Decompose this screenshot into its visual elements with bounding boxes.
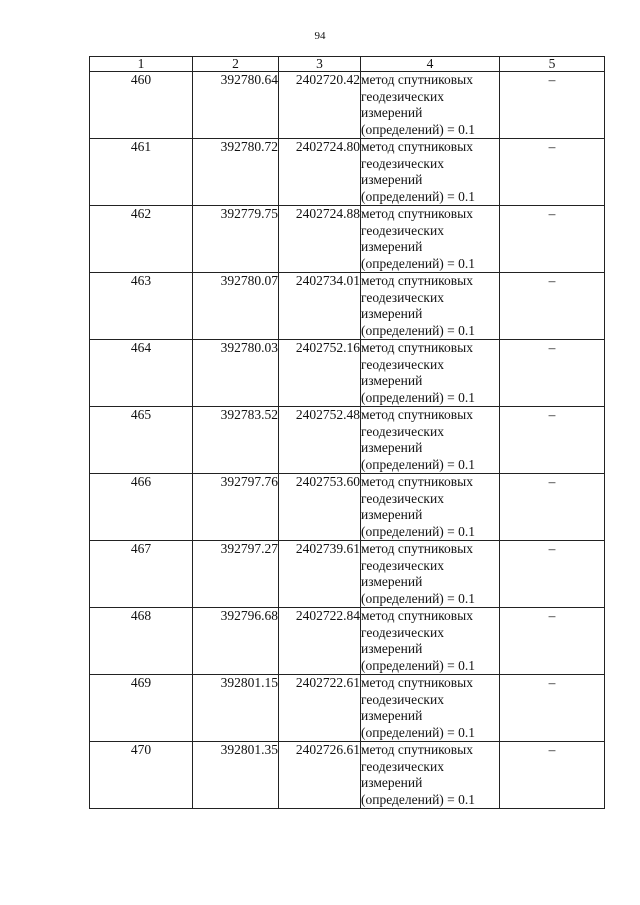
table-row: [90, 675, 605, 742]
method-line: метод спутниковых: [361, 206, 473, 221]
method-line: (определений) = 0.1: [361, 657, 476, 673]
header-col-3: 3: [279, 57, 361, 72]
note-cell: [500, 675, 605, 742]
method-line: измерений: [361, 105, 423, 120]
method-line: геодезических: [361, 758, 444, 774]
point-number: 460: [90, 72, 193, 139]
note-cell: [500, 139, 605, 206]
method-line: (определений) = 0.1: [361, 188, 476, 204]
point-number: 463: [90, 273, 193, 340]
method-description: [361, 742, 500, 809]
coordinate-x: 392780.72: [193, 139, 279, 206]
method-line: метод спутниковых: [361, 675, 473, 690]
point-number: 462: [90, 206, 193, 273]
table-row: [90, 273, 605, 340]
method-description: [361, 407, 500, 474]
method-line: (определений) = 0.1: [361, 724, 476, 740]
method-line: измерений: [361, 373, 423, 388]
coordinate-x: 392783.52: [193, 407, 279, 474]
method-line: (определений) = 0.1: [361, 255, 476, 271]
method-line: (определений) = 0.1: [361, 523, 476, 539]
method-description: [361, 340, 500, 407]
method-line: (определений) = 0.1: [361, 590, 476, 606]
method-line: метод спутниковых: [361, 474, 473, 489]
coordinate-y: 2402724.80: [279, 139, 361, 206]
note-dash: –: [548, 407, 556, 422]
method-line: (определений) = 0.1: [361, 791, 476, 807]
coordinate-y: 2402726.61: [279, 742, 361, 809]
method-line: метод спутниковых: [361, 340, 473, 355]
method-line: геодезических: [361, 289, 444, 305]
method-description: [361, 273, 500, 340]
coordinates-table: [89, 56, 605, 809]
method-line: метод спутниковых: [361, 742, 473, 757]
note-dash: –: [548, 206, 556, 221]
table-body: [90, 72, 605, 809]
note-cell: [500, 340, 605, 407]
method-description: [361, 541, 500, 608]
coordinate-y: 2402752.48: [279, 407, 361, 474]
note-cell: [500, 608, 605, 675]
table-row: [90, 139, 605, 206]
method-line: измерений: [361, 172, 423, 187]
note-cell: [500, 273, 605, 340]
table-row: [90, 340, 605, 407]
coordinate-y: 2402724.88: [279, 206, 361, 273]
coordinate-y: 2402722.61: [279, 675, 361, 742]
method-description: [361, 474, 500, 541]
method-description: [361, 72, 500, 139]
method-line: измерений: [361, 641, 423, 656]
method-line: измерений: [361, 440, 423, 455]
method-line: измерений: [361, 239, 423, 254]
method-line: метод спутниковых: [361, 541, 473, 556]
note-cell: [500, 474, 605, 541]
note-cell: [500, 541, 605, 608]
coordinate-x: 392780.07: [193, 273, 279, 340]
method-line: метод спутниковых: [361, 72, 473, 87]
table-header: [90, 57, 605, 72]
header-col-1: 1: [90, 57, 193, 72]
note-dash: –: [548, 608, 556, 623]
table-row: [90, 608, 605, 675]
note-cell: [500, 742, 605, 809]
point-number: 465: [90, 407, 193, 474]
point-number: 464: [90, 340, 193, 407]
note-dash: –: [548, 273, 556, 288]
note-dash: –: [548, 541, 556, 556]
coordinate-x: 392780.03: [193, 340, 279, 407]
coordinate-x: 392797.76: [193, 474, 279, 541]
method-line: измерений: [361, 306, 423, 321]
note-dash: –: [548, 139, 556, 154]
method-line: геодезических: [361, 88, 444, 104]
coordinate-x: 392797.27: [193, 541, 279, 608]
note-cell: [500, 72, 605, 139]
coordinate-y: 2402739.61: [279, 541, 361, 608]
coordinate-x: 392801.15: [193, 675, 279, 742]
method-line: метод спутниковых: [361, 407, 473, 422]
table-row: [90, 407, 605, 474]
point-number: 467: [90, 541, 193, 608]
point-number: 470: [90, 742, 193, 809]
method-description: [361, 206, 500, 273]
coordinate-x: 392796.68: [193, 608, 279, 675]
coordinate-y: 2402753.60: [279, 474, 361, 541]
coordinate-y: 2402720.42: [279, 72, 361, 139]
method-line: (определений) = 0.1: [361, 121, 476, 137]
method-line: (определений) = 0.1: [361, 456, 476, 472]
method-line: измерений: [361, 708, 423, 723]
method-line: (определений) = 0.1: [361, 389, 476, 405]
coordinate-x: 392780.64: [193, 72, 279, 139]
coordinate-x: 392779.75: [193, 206, 279, 273]
table-row: [90, 206, 605, 273]
method-line: геодезических: [361, 490, 444, 506]
method-line: геодезических: [361, 624, 444, 640]
note-dash: –: [548, 72, 556, 87]
header-col-5: 5: [500, 57, 605, 72]
coordinate-y: 2402752.16: [279, 340, 361, 407]
table-row: [90, 474, 605, 541]
note-cell: [500, 206, 605, 273]
method-description: [361, 608, 500, 675]
method-line: измерений: [361, 775, 423, 790]
method-line: (определений) = 0.1: [361, 322, 476, 338]
note-dash: –: [548, 742, 556, 757]
page-number: 94: [314, 30, 326, 42]
header-col-4: 4: [361, 57, 500, 72]
method-line: измерений: [361, 507, 423, 522]
method-line: геодезических: [361, 155, 444, 171]
point-number: 469: [90, 675, 193, 742]
coordinate-x: 392801.35: [193, 742, 279, 809]
note-dash: –: [548, 340, 556, 355]
method-line: геодезических: [361, 222, 444, 238]
table-row: [90, 742, 605, 809]
method-line: измерений: [361, 574, 423, 589]
coordinate-y: 2402734.01: [279, 273, 361, 340]
method-line: геодезических: [361, 691, 444, 707]
table-row: [90, 72, 605, 139]
method-description: [361, 675, 500, 742]
method-line: геодезических: [361, 423, 444, 439]
method-line: метод спутниковых: [361, 139, 473, 154]
point-number: 466: [90, 474, 193, 541]
method-line: геодезических: [361, 557, 444, 573]
note-cell: [500, 407, 605, 474]
coordinate-y: 2402722.84: [279, 608, 361, 675]
table-row: [90, 541, 605, 608]
method-line: метод спутниковых: [361, 273, 473, 288]
note-dash: –: [548, 675, 556, 690]
point-number: 461: [90, 139, 193, 206]
point-number: 468: [90, 608, 193, 675]
method-description: [361, 139, 500, 206]
header-col-2: 2: [193, 57, 279, 72]
header-row: [90, 57, 605, 72]
method-line: геодезических: [361, 356, 444, 372]
note-dash: –: [548, 474, 556, 489]
method-line: метод спутниковых: [361, 608, 473, 623]
